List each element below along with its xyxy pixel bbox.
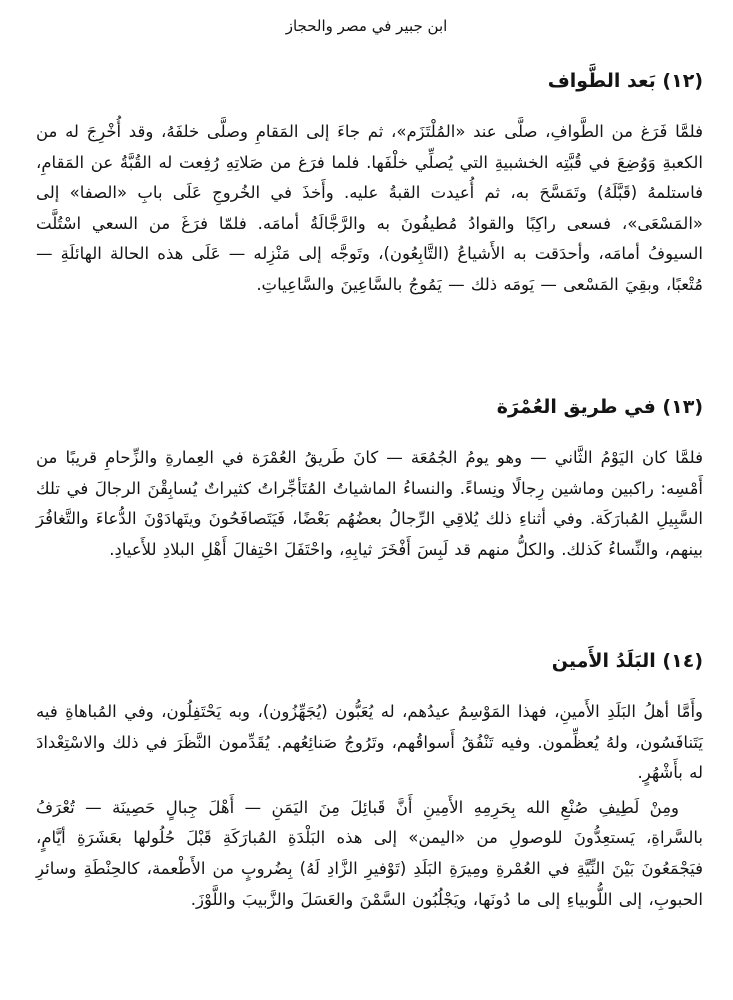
section-safe-city bbox=[36, 646, 703, 915]
section-paragraph: فلمَّا فَرَغ من الطَّوافِ، صلَّى عند «المُلْتَزَم»، ثم جاءَ إلى المَقامِ وصلَّى خلفَهُ، وقد أُخْرِجَ له من الكعبةِ وَوُضِعَ في قُبَّتِه الخشبيةِ التي يُصلِّي خلْفَها. فلما فرَغ من صَلاتِهِ رُفِعت له القُبَّةُ عن المَقامِ، فاستلمهُ (قَبَّلَهُ) وتَمَسَّحَ به، ثم أُعيدت القبةُ عليه. وأَخذَ في الخُروجِ عَلَى بابِ «الصفا» إلى «المَسْعَى»، فسعى راكِبًا والقوادُ مُطيفُونَ به والرَّجَّالَةُ أمامَه. فلمّا فرَغَ من السعي اسْتُلَّت السيوفُ أمامَه، وأحدَقت به الأَشياعُ (التَّابِعُون)، وتَوجَّه إلى مَنْزِله — عَلَى هذه الحالة الهائلَةِ — مُتْعبًا، وبقِيَ المَسْعى — يَومَه ذلك — يَمُوجُ بالسَّاعِينَ والسَّاعِياتِ. bbox=[36, 122, 703, 294]
section-after-tawaf bbox=[36, 66, 703, 301]
section-umrah-road bbox=[36, 392, 703, 565]
section-paragraph: ومِنْ لَطِيفِ صُنْعِ الله بِحَرِمِهِ الأَمِينِ أَنَّ قَبائِلَ مِنَ اليَمَنِ — أَهْلَ جِبالٍ حَصِينَة — تُعْرَفُ بالسَّراةِ، يَستعِدُّونَ للوصولِ من «اليمن» إلى هذه البَلْدَةِ المُبارَكَةِ قَبْلَ حُلُولها بعَشَرَةِ أيَّامٍ، فيَجْمَعُونَ بَيْنَ النِّيَّةِ في العُمْرةِ ومِيرَةِ البَلَدِ (تَوْفيرِ الزَّادِ لَهُ) بِضُروبٍ من الأَطْعمة، كالحِنْطَةِ وسائرِ الحبوبِ، إلى اللُّوبياءِ إلى ما دُونَها، ويَجْلُبُون السَّمْنَ والعَسَلَ والزَّبيبَ واللَّوْزَ. bbox=[36, 797, 703, 909]
section-paragraph: وأَمَّا أهلُ البَلَدِ الأَمينِ، فهذا المَوْسِمُ عيدُهم، له يُعَبُّون (يُجَهِّزُون)، وبه يَحْتَفِلُون، وفي المُباهاةِ فيه يَتَنافَسُون، ولهُ يُعظِّمون. وفيه تَنْفُقُ أَسواقُهم، وتَرُوجُ صَنائِعُهم. يُقَدِّمون النَّظَرَ في ذلك والاسْتِعْدادَ له بأَشْهُرٍ. bbox=[36, 702, 703, 783]
running-header: ابن جبير في مصر والحجاز bbox=[285, 17, 448, 35]
section-title: (١٤) البَلَدُ الأَمين bbox=[551, 650, 703, 672]
section-title: (١٣) في طريق العُمْرَة bbox=[496, 396, 703, 418]
section-paragraph: فلمَّا كان اليَوْمُ الثَّاني — وهو يومُ الجُمُعَة — كانَ طَريقُ العُمْرَة في العِمارةِ والزِّحامِ قريبًا من أَمْسِه: راكبين وماشين رِجالًا ونِساءً. والنساءُ الماشياتُ المُتَأجِّراتُ كثيراتٌ يُسابِقْنَ الرجالَ في تلك السَّبِيلِ المُبارَكَة. وفي أثناءِ ذلك يُلاقِي الرِّجالُ بعضُهُم بَعْضًا، فَيَتَصافَحُونَ ويتَهادَوْنَ الدُّعاءَ والتَّغافُرَ بينهم، والنِّساءُ كَذلك. والكلُّ منهم قد لَبِسَ أَفْخَرَ ثيابِهِ، واحْتَفَلَ احْتِفالَ أَهْلِ البلادِ للأَعيادِ. bbox=[36, 448, 703, 559]
section-title: (١٢) بَعد الطَّواف bbox=[547, 70, 703, 92]
